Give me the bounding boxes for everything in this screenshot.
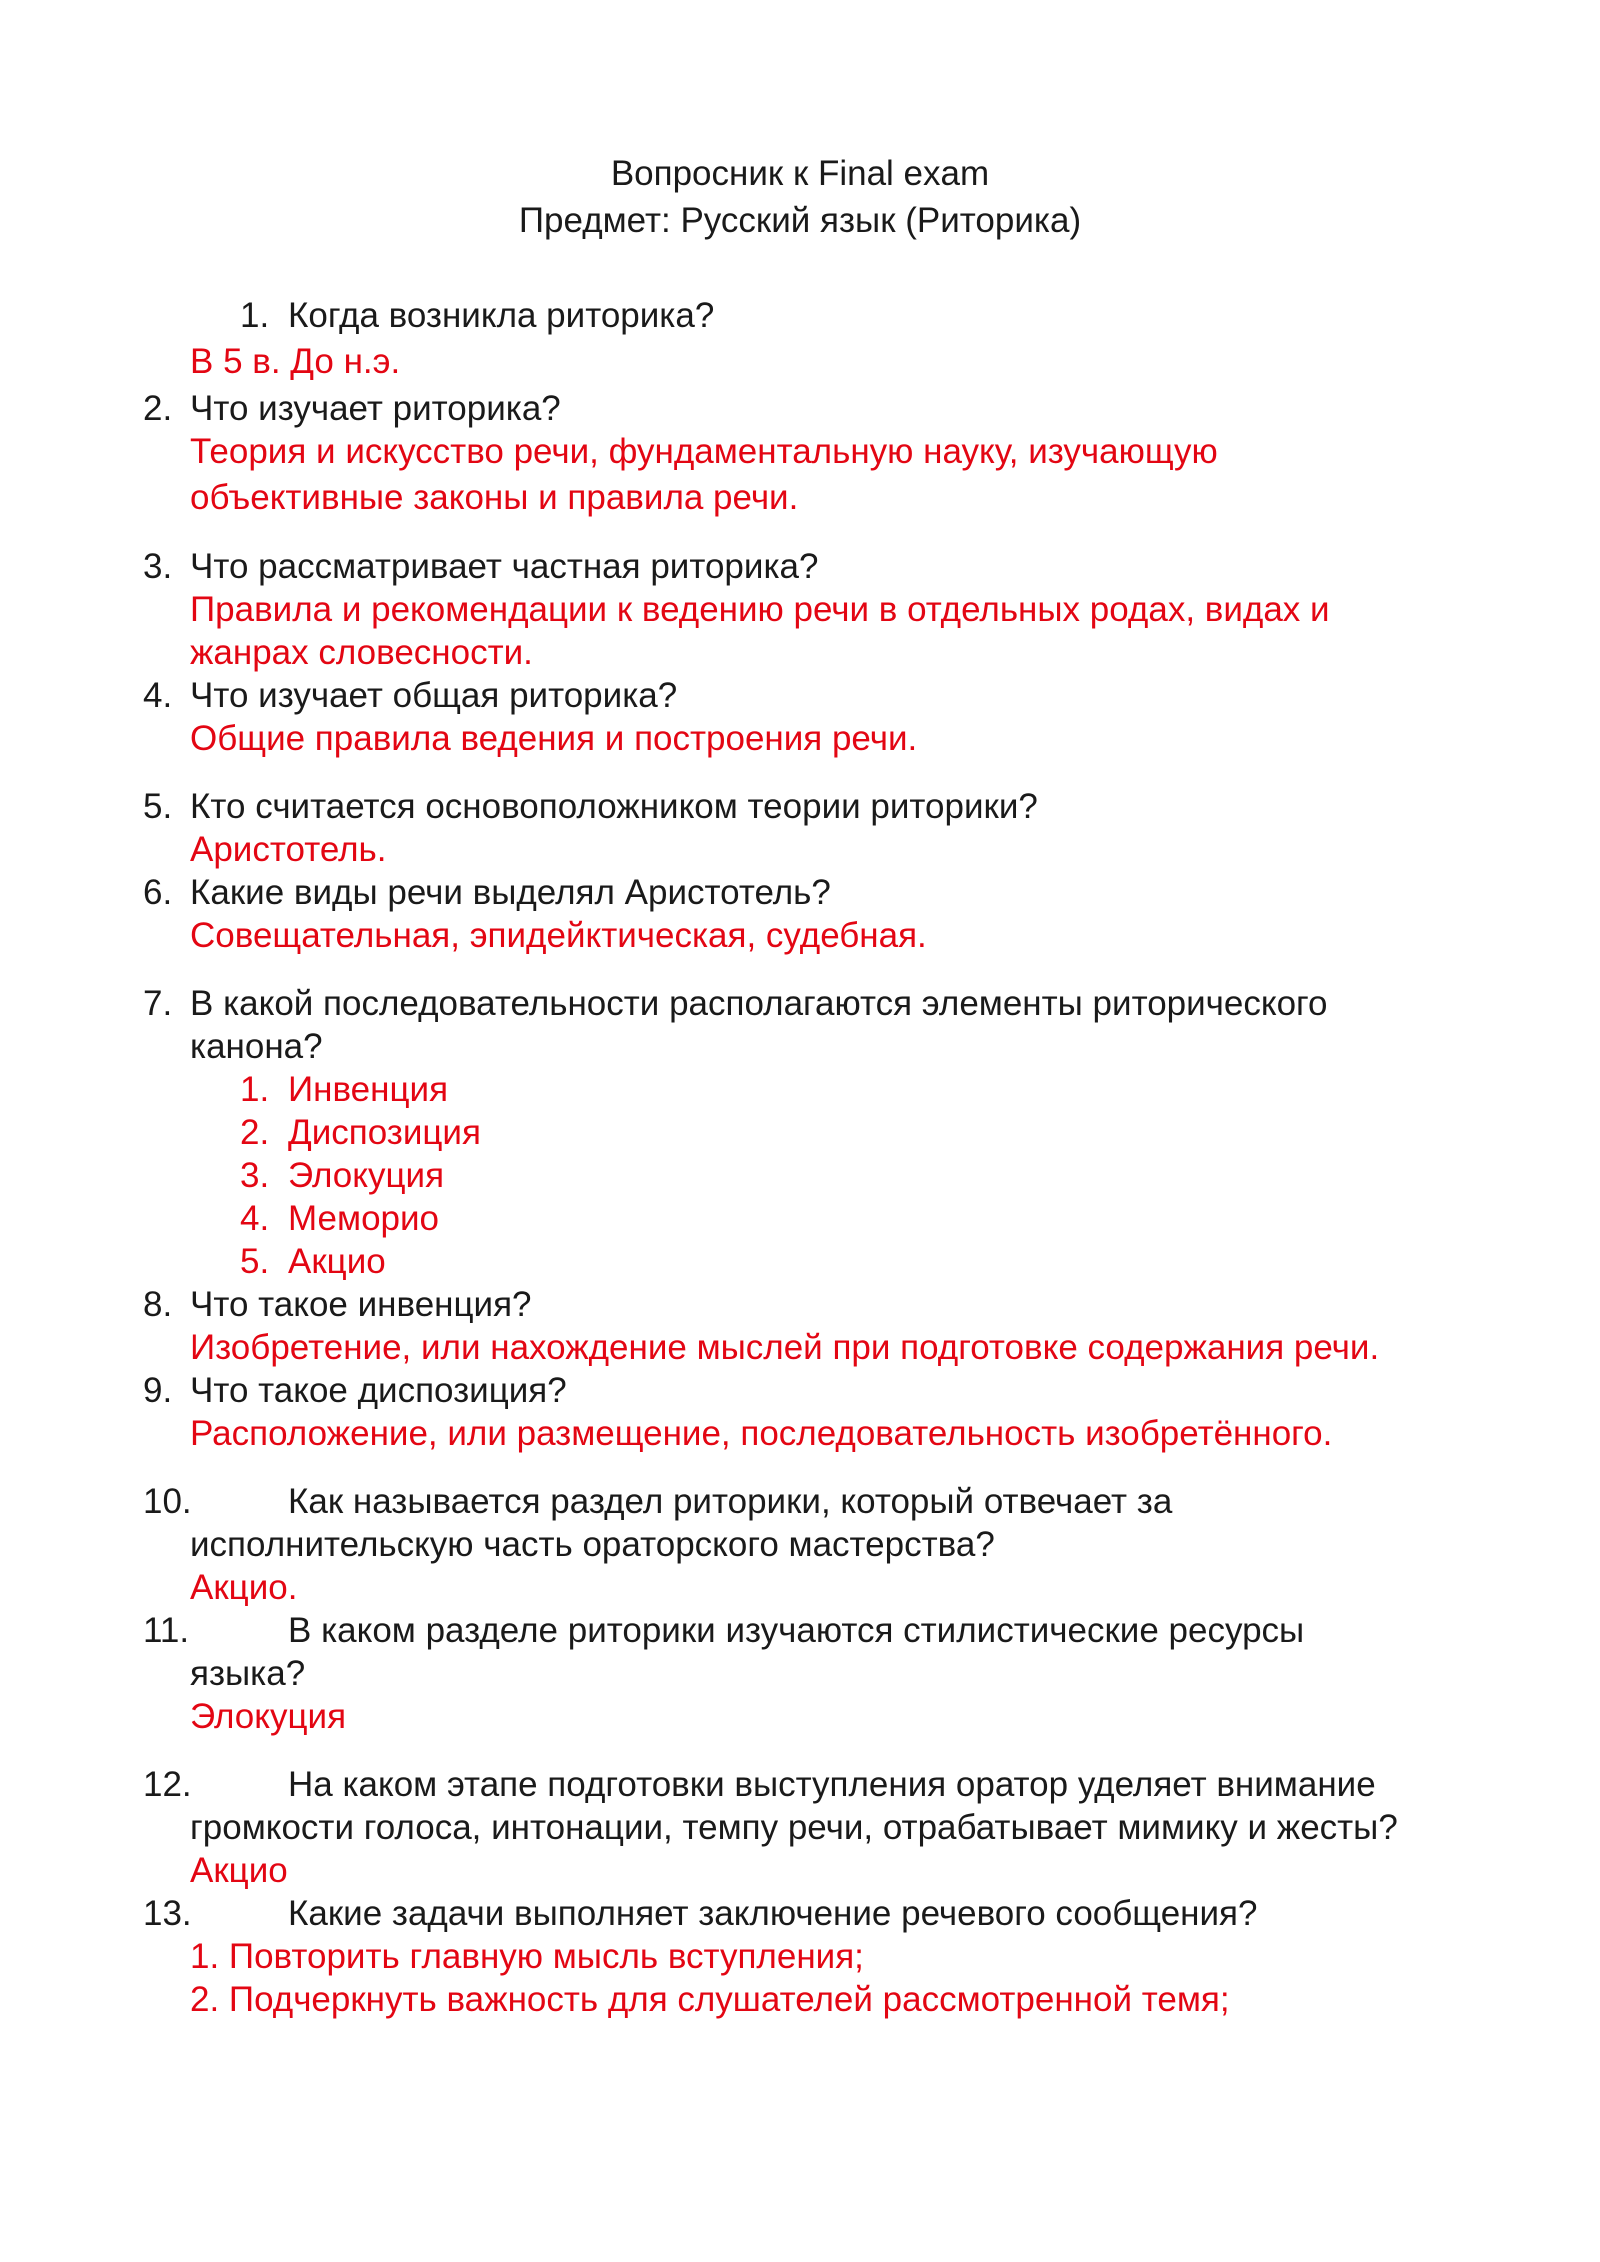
question-text: исполнительскую часть ораторского мастерства? xyxy=(190,1525,995,1564)
question-text: Что такое диспозиция? xyxy=(190,1371,567,1410)
question-text: В каком разделе риторики изучаются стилистические ресурсы xyxy=(288,1611,1305,1650)
answer-text: Теория и искусство речи, фундаментальную науку, изучающую xyxy=(190,432,1218,471)
item-number: 7. xyxy=(143,984,173,1023)
answer-list-item: Акцио xyxy=(288,1242,386,1281)
question-text: Кто считается основоположником теории риторики? xyxy=(190,787,1038,826)
item-number: 10. xyxy=(143,1482,192,1521)
item-number: 8. xyxy=(143,1285,173,1324)
answer-list-number: 3. xyxy=(240,1156,270,1195)
answer-text: Элокуция xyxy=(190,1697,347,1736)
question-text: Какие виды речи выделял Аристотель? xyxy=(190,873,831,912)
answer-list-item: Элокуция xyxy=(288,1156,445,1195)
answer-list-number: 5. xyxy=(240,1242,270,1281)
answer-text: 2. Подчеркнуть важность для слушателей рассмотренной темя; xyxy=(190,1980,1230,2019)
item-number: 5. xyxy=(143,787,173,826)
answer-text: Акцио. xyxy=(190,1568,298,1607)
question-text: Что изучает общая риторика? xyxy=(190,676,678,715)
question-text: Что рассматривает частная риторика? xyxy=(190,547,819,586)
answer-text: объективные законы и правила речи. xyxy=(190,478,799,517)
answer-text: Расположение, или размещение, последовательность изобретённого. xyxy=(190,1414,1333,1453)
answer-text: жанрах словесности. xyxy=(190,633,533,672)
answer-list-number: 1. xyxy=(240,1070,270,1109)
answer-text: Совещательная, эпидейктическая, судебная. xyxy=(190,916,927,955)
item-number: 13. xyxy=(143,1894,192,1933)
answer-text: Общие правила ведения и построения речи. xyxy=(190,719,918,758)
answer-text: Аристотель. xyxy=(190,830,387,869)
item-number: 4. xyxy=(143,676,173,715)
question-text: Когда возникла риторика? xyxy=(288,296,715,335)
question-text: громкости голоса, интонации, темпу речи, отрабатывает мимику и жесты? xyxy=(190,1808,1398,1847)
item-number: 12. xyxy=(143,1765,192,1804)
question-text: языка? xyxy=(190,1654,306,1693)
answer-text: В 5 в. До н.э. xyxy=(190,342,401,381)
answer-text: Изобретение, или нахождение мыслей при подготовке содержания речи. xyxy=(190,1328,1380,1367)
question-text: Как называется раздел риторики, который отвечает за xyxy=(288,1482,1173,1521)
answer-text: Правила и рекомендации к ведению речи в отдельных родах, видах и xyxy=(190,590,1330,629)
item-number: 11. xyxy=(143,1611,190,1650)
item-number: 6. xyxy=(143,873,173,912)
question-text: В какой последовательности располагаются элементы риторического xyxy=(190,984,1328,1023)
answer-text: Акцио xyxy=(190,1851,288,1890)
answer-list-number: 4. xyxy=(240,1199,270,1238)
item-number: 2. xyxy=(143,389,173,428)
item-number: 9. xyxy=(143,1371,173,1410)
question-text: Что изучает риторика? xyxy=(190,389,561,428)
answer-text: 1. Повторить главную мысль вступления; xyxy=(190,1937,864,1976)
document-subtitle: Предмет: Русский язык (Риторика) xyxy=(518,201,1082,240)
question-text: На каком этапе подготовки выступления оратор уделяет внимание xyxy=(288,1765,1376,1804)
question-text: Какие задачи выполняет заключение речевого сообщения? xyxy=(288,1894,1258,1933)
answer-list-item: Диспозиция xyxy=(288,1113,481,1152)
answer-list-item: Меморио xyxy=(288,1199,440,1238)
question-text: канона? xyxy=(190,1027,323,1066)
question-text: Что такое инвенция? xyxy=(190,1285,532,1324)
answer-list-number: 2. xyxy=(240,1113,270,1152)
answer-list-item: Инвенция xyxy=(288,1070,449,1109)
item-number: 1. xyxy=(240,296,270,335)
document-title: Вопросник к Final exam xyxy=(610,154,990,193)
item-number: 3. xyxy=(143,547,173,586)
